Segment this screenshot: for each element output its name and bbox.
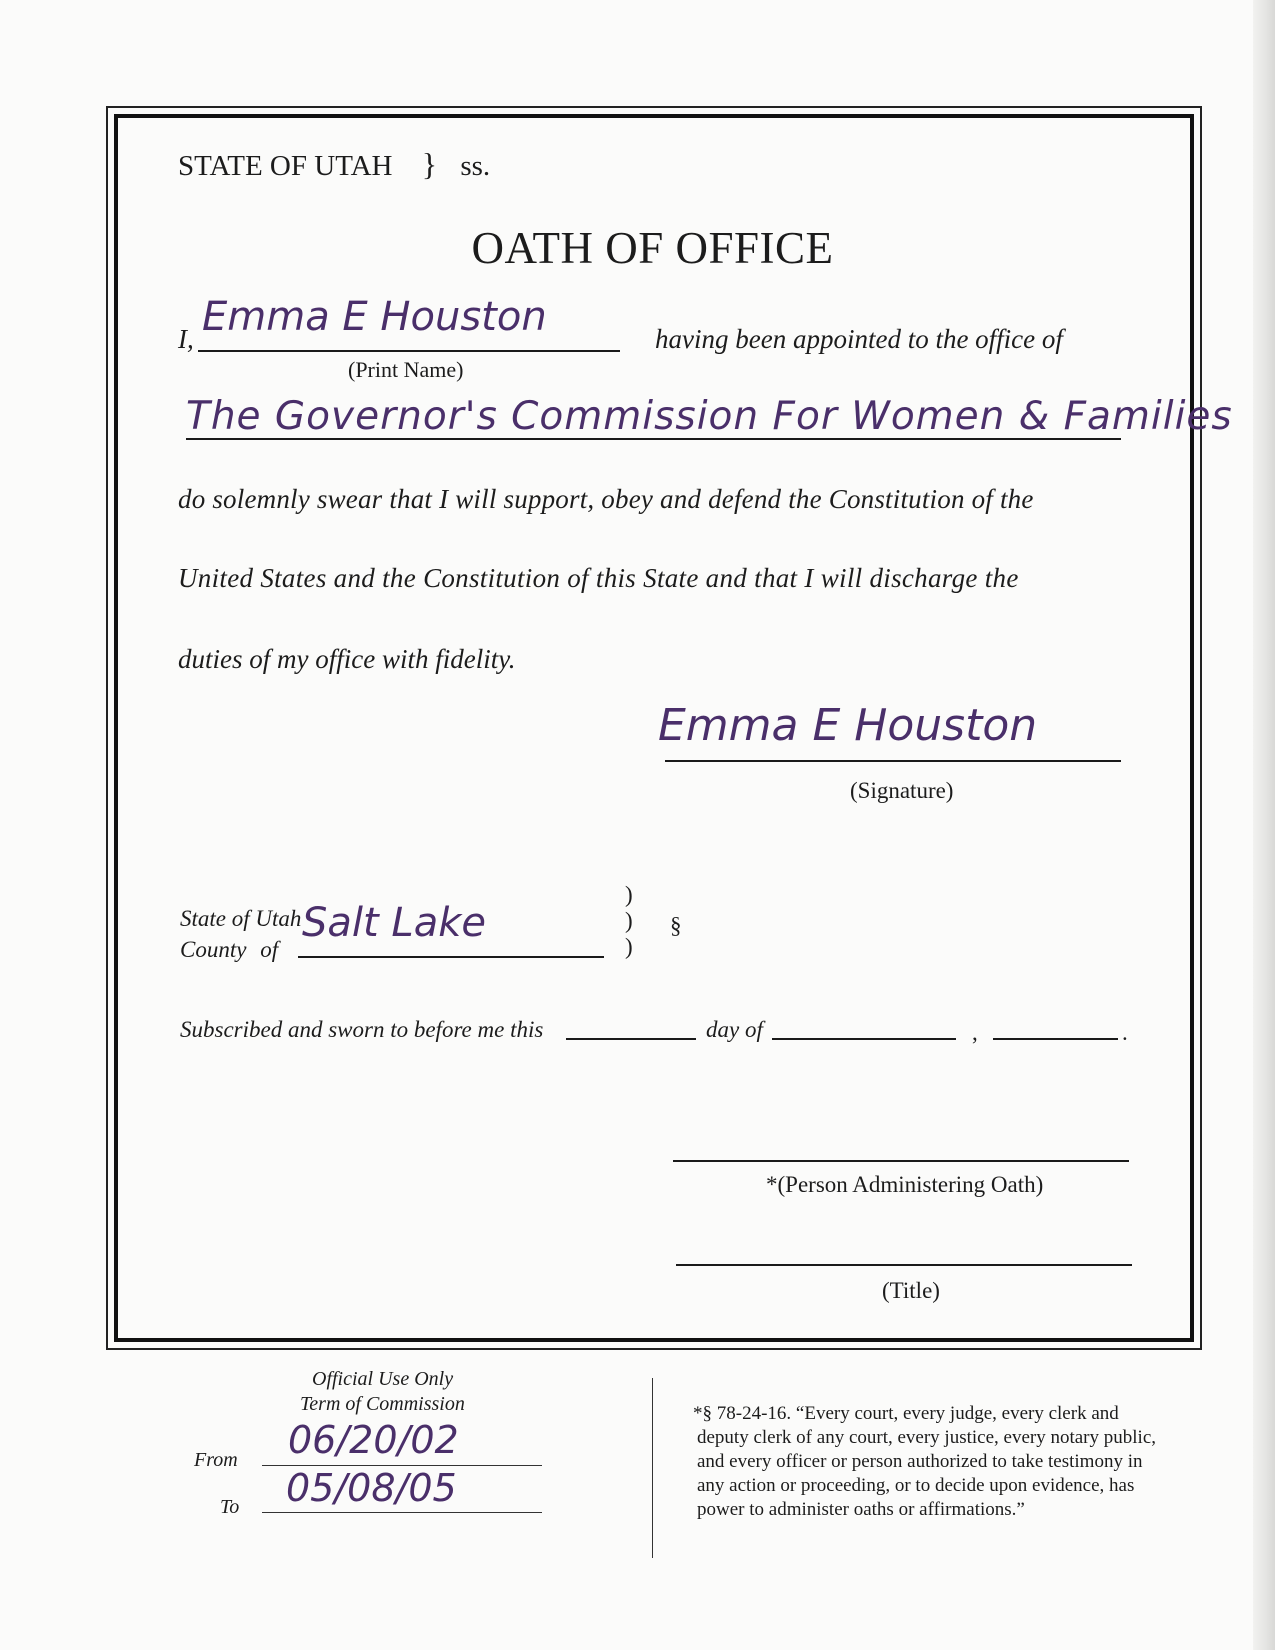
venue-county-label: County of [180,937,279,962]
venue-state-label: State of Utah [180,906,302,931]
footer-divider [652,1378,653,1558]
page-title: OATH OF OFFICE [471,223,834,273]
administer-caption: *(Person Administering Oath) [766,1172,1044,1197]
to-line [262,1512,542,1513]
state-header [178,146,490,183]
title-caption: (Title) [882,1278,940,1303]
signature-caption: (Signature) [850,778,954,803]
office-line [186,438,1121,440]
from-label: From [194,1449,238,1471]
administer-line[interactable] [673,1160,1129,1162]
statute-line-4: any action or proceeding, or to decide upon evidence, has [697,1475,1135,1496]
from-value[interactable]: 06/20/02 [288,1418,459,1462]
venue-paren-1: ) [625,882,633,907]
statute-line-2: deputy clerk of any court, every justice, every notary public, [697,1427,1156,1448]
sworn-day-line[interactable] [566,1038,696,1040]
official-use-label: Official Use Only [312,1368,454,1390]
to-value[interactable]: 05/08/05 [286,1466,457,1510]
i-prefix: I, [178,324,194,354]
to-label: To [220,1496,240,1518]
office-value[interactable]: The Governor's Commission For Women & Families [186,394,1233,439]
venue-paren-3: ) [625,934,633,959]
signature-line [665,760,1121,762]
sworn-comma: , [972,1020,978,1045]
county-line [298,956,604,958]
oath-line-1: do solemnly swear that I will support, obey and defend the Constitution of the [178,484,1034,514]
ss-label: ss. [460,150,491,182]
sworn-period: . [1122,1020,1128,1045]
oath-line-2: United States and the Constitution of this State and that I will discharge the [178,563,1019,593]
statute-line-1: *§ 78-24-16. “Every court, every judge, every clerk and [693,1403,1119,1424]
appointed-text: having been appointed to the office of [655,324,1063,354]
title-line[interactable] [676,1264,1132,1266]
sworn-month-line[interactable] [772,1038,956,1040]
section-symbol: § [670,913,682,938]
oath-line-3: duties of my office with fidelity. [178,644,516,674]
sworn-prefix: Subscribed and sworn to before me this [180,1017,544,1042]
statute-line-5: power to administer oaths or affirmations.” [697,1499,1025,1520]
signature-value[interactable]: Emma E Houston [658,700,1038,751]
sworn-year-line[interactable] [993,1038,1118,1040]
sworn-day-of: day of [706,1017,763,1042]
brace: } [421,146,438,182]
print-name-value[interactable]: Emma E Houston [202,294,547,340]
form-border [106,106,1202,1350]
county-value[interactable]: Salt Lake [302,900,486,946]
print-name-caption: (Print Name) [348,357,464,382]
term-label: Term of Commission [300,1393,465,1415]
state-label: STATE OF UTAH [178,150,393,182]
statute-line-3: and every officer or person authorized to take testimony in [697,1451,1143,1472]
print-name-line [198,350,620,352]
venue-paren-2: ) [625,908,633,933]
